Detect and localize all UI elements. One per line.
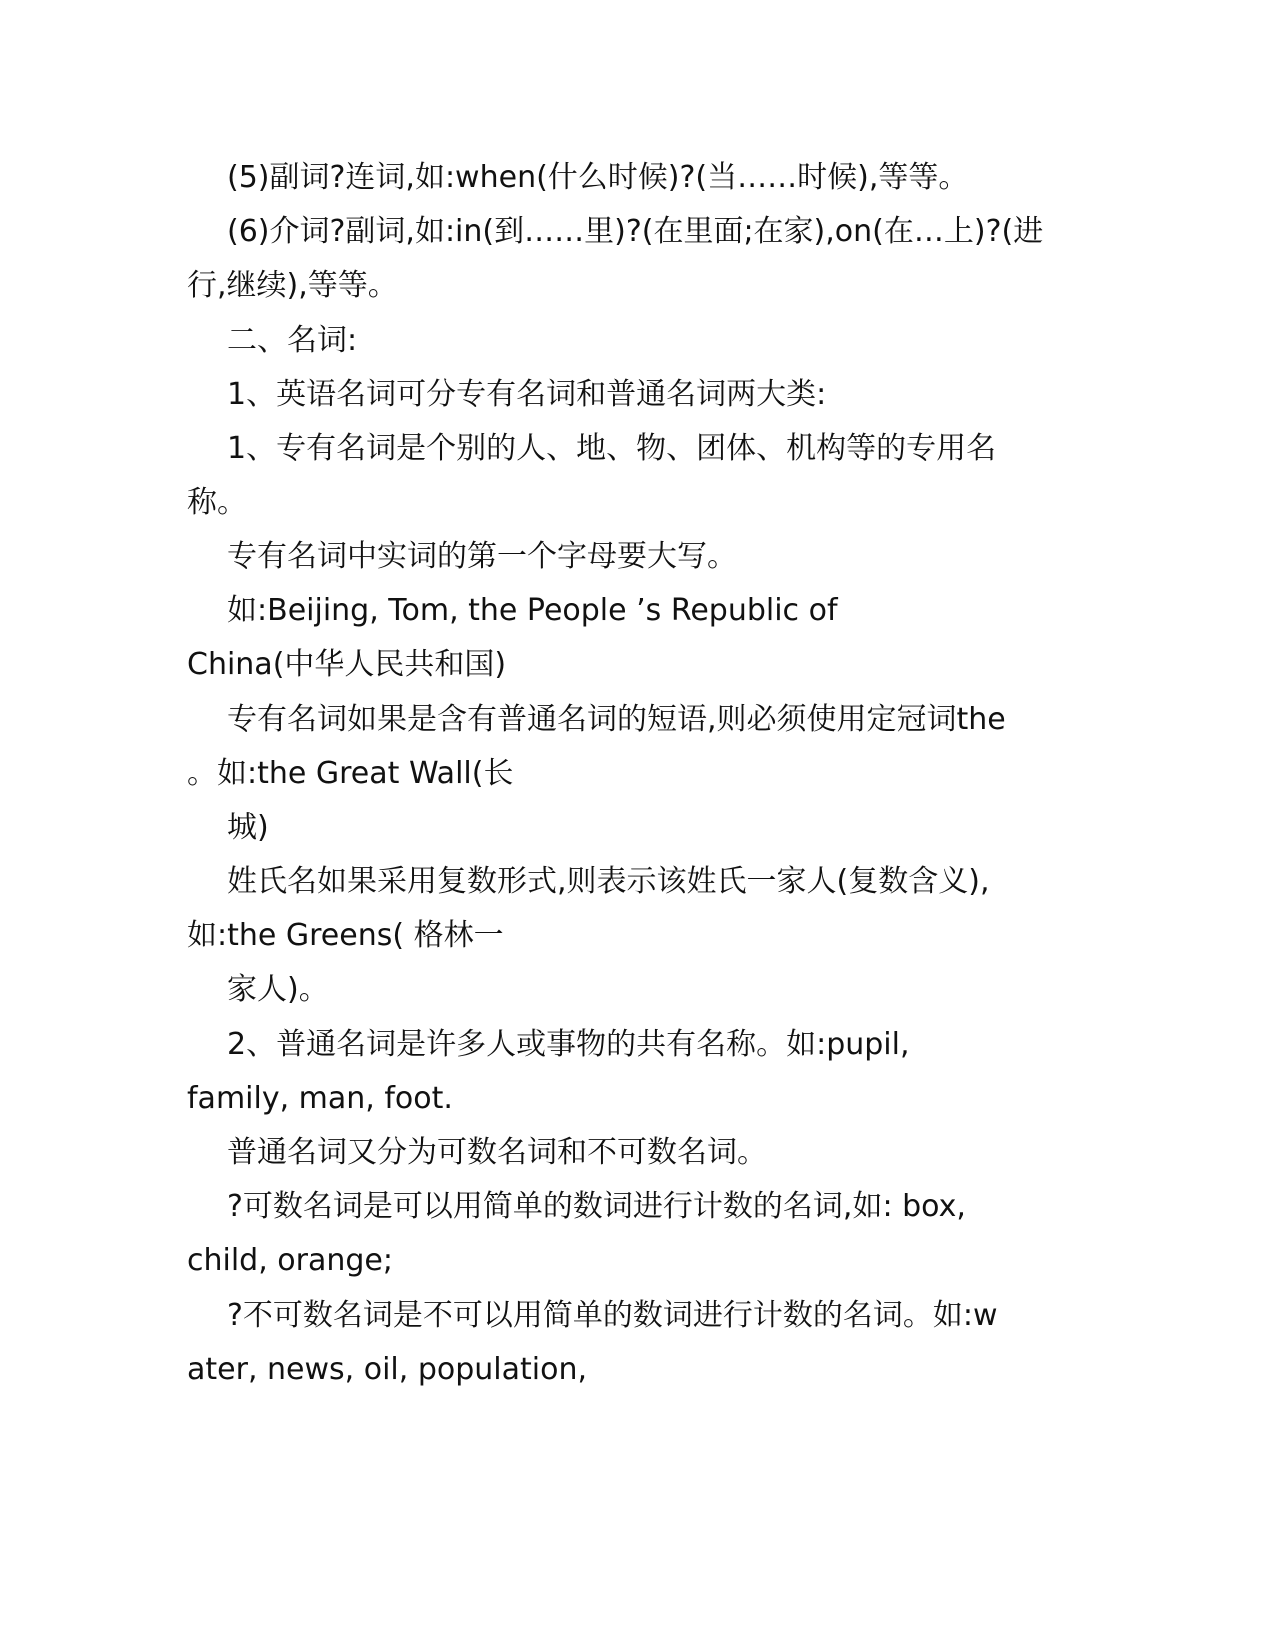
text-line: 专有名词中实词的第一个字母要大写。 (227, 539, 737, 574)
text-line: child, orange; (187, 1243, 393, 1278)
text-line: 1、英语名词可分专有名词和普通名词两大类: (227, 377, 827, 412)
text-line: China(中华人民共和国) (187, 647, 507, 682)
text-line: 1、专有名词是个别的人、地、物、团体、机构等的专用名 (227, 431, 997, 466)
text-line: 城) (227, 810, 269, 845)
text-line: ater, news, oil, population, (187, 1352, 587, 1387)
text-line: 2、普通名词是许多人或事物的共有名称。如:pupil, (227, 1027, 910, 1062)
text-line: family, man, foot. (187, 1081, 453, 1116)
text-line: 姓氏名如果采用复数形式,则表示该姓氏一家人(复数含义), (227, 864, 990, 899)
text-line: 如:the Greens( 格林一 (187, 918, 504, 953)
text-line: 如:Beijing, Tom, the People ’s Republic of (227, 593, 838, 628)
text-line: (5)副词?连词,如:when(什么时候)?(当……时候),等等。 (227, 160, 969, 195)
text-line: 家人)。 (227, 972, 329, 1007)
text-line: 称。 (187, 485, 247, 520)
text-line: ?不可数名词是不可以用简单的数词进行计数的名词。如:w (227, 1298, 998, 1333)
text-line: (6)介词?副词,如:in(到……里)?(在里面;在家),on(在…上)?(进 (227, 214, 1044, 249)
text-line: 行,继续),等等。 (187, 268, 398, 303)
text-line: 普通名词又分为可数名词和不可数名词。 (227, 1135, 767, 1170)
text-line: 。如:the Great Wall(长 (187, 756, 514, 791)
text-line: 专有名词如果是含有普通名词的短语,则必须使用定冠词the (227, 702, 1006, 737)
section-heading: 二、名词: (227, 323, 358, 358)
text-line: ?可数名词是可以用简单的数词进行计数的名词,如: box, (227, 1189, 966, 1224)
